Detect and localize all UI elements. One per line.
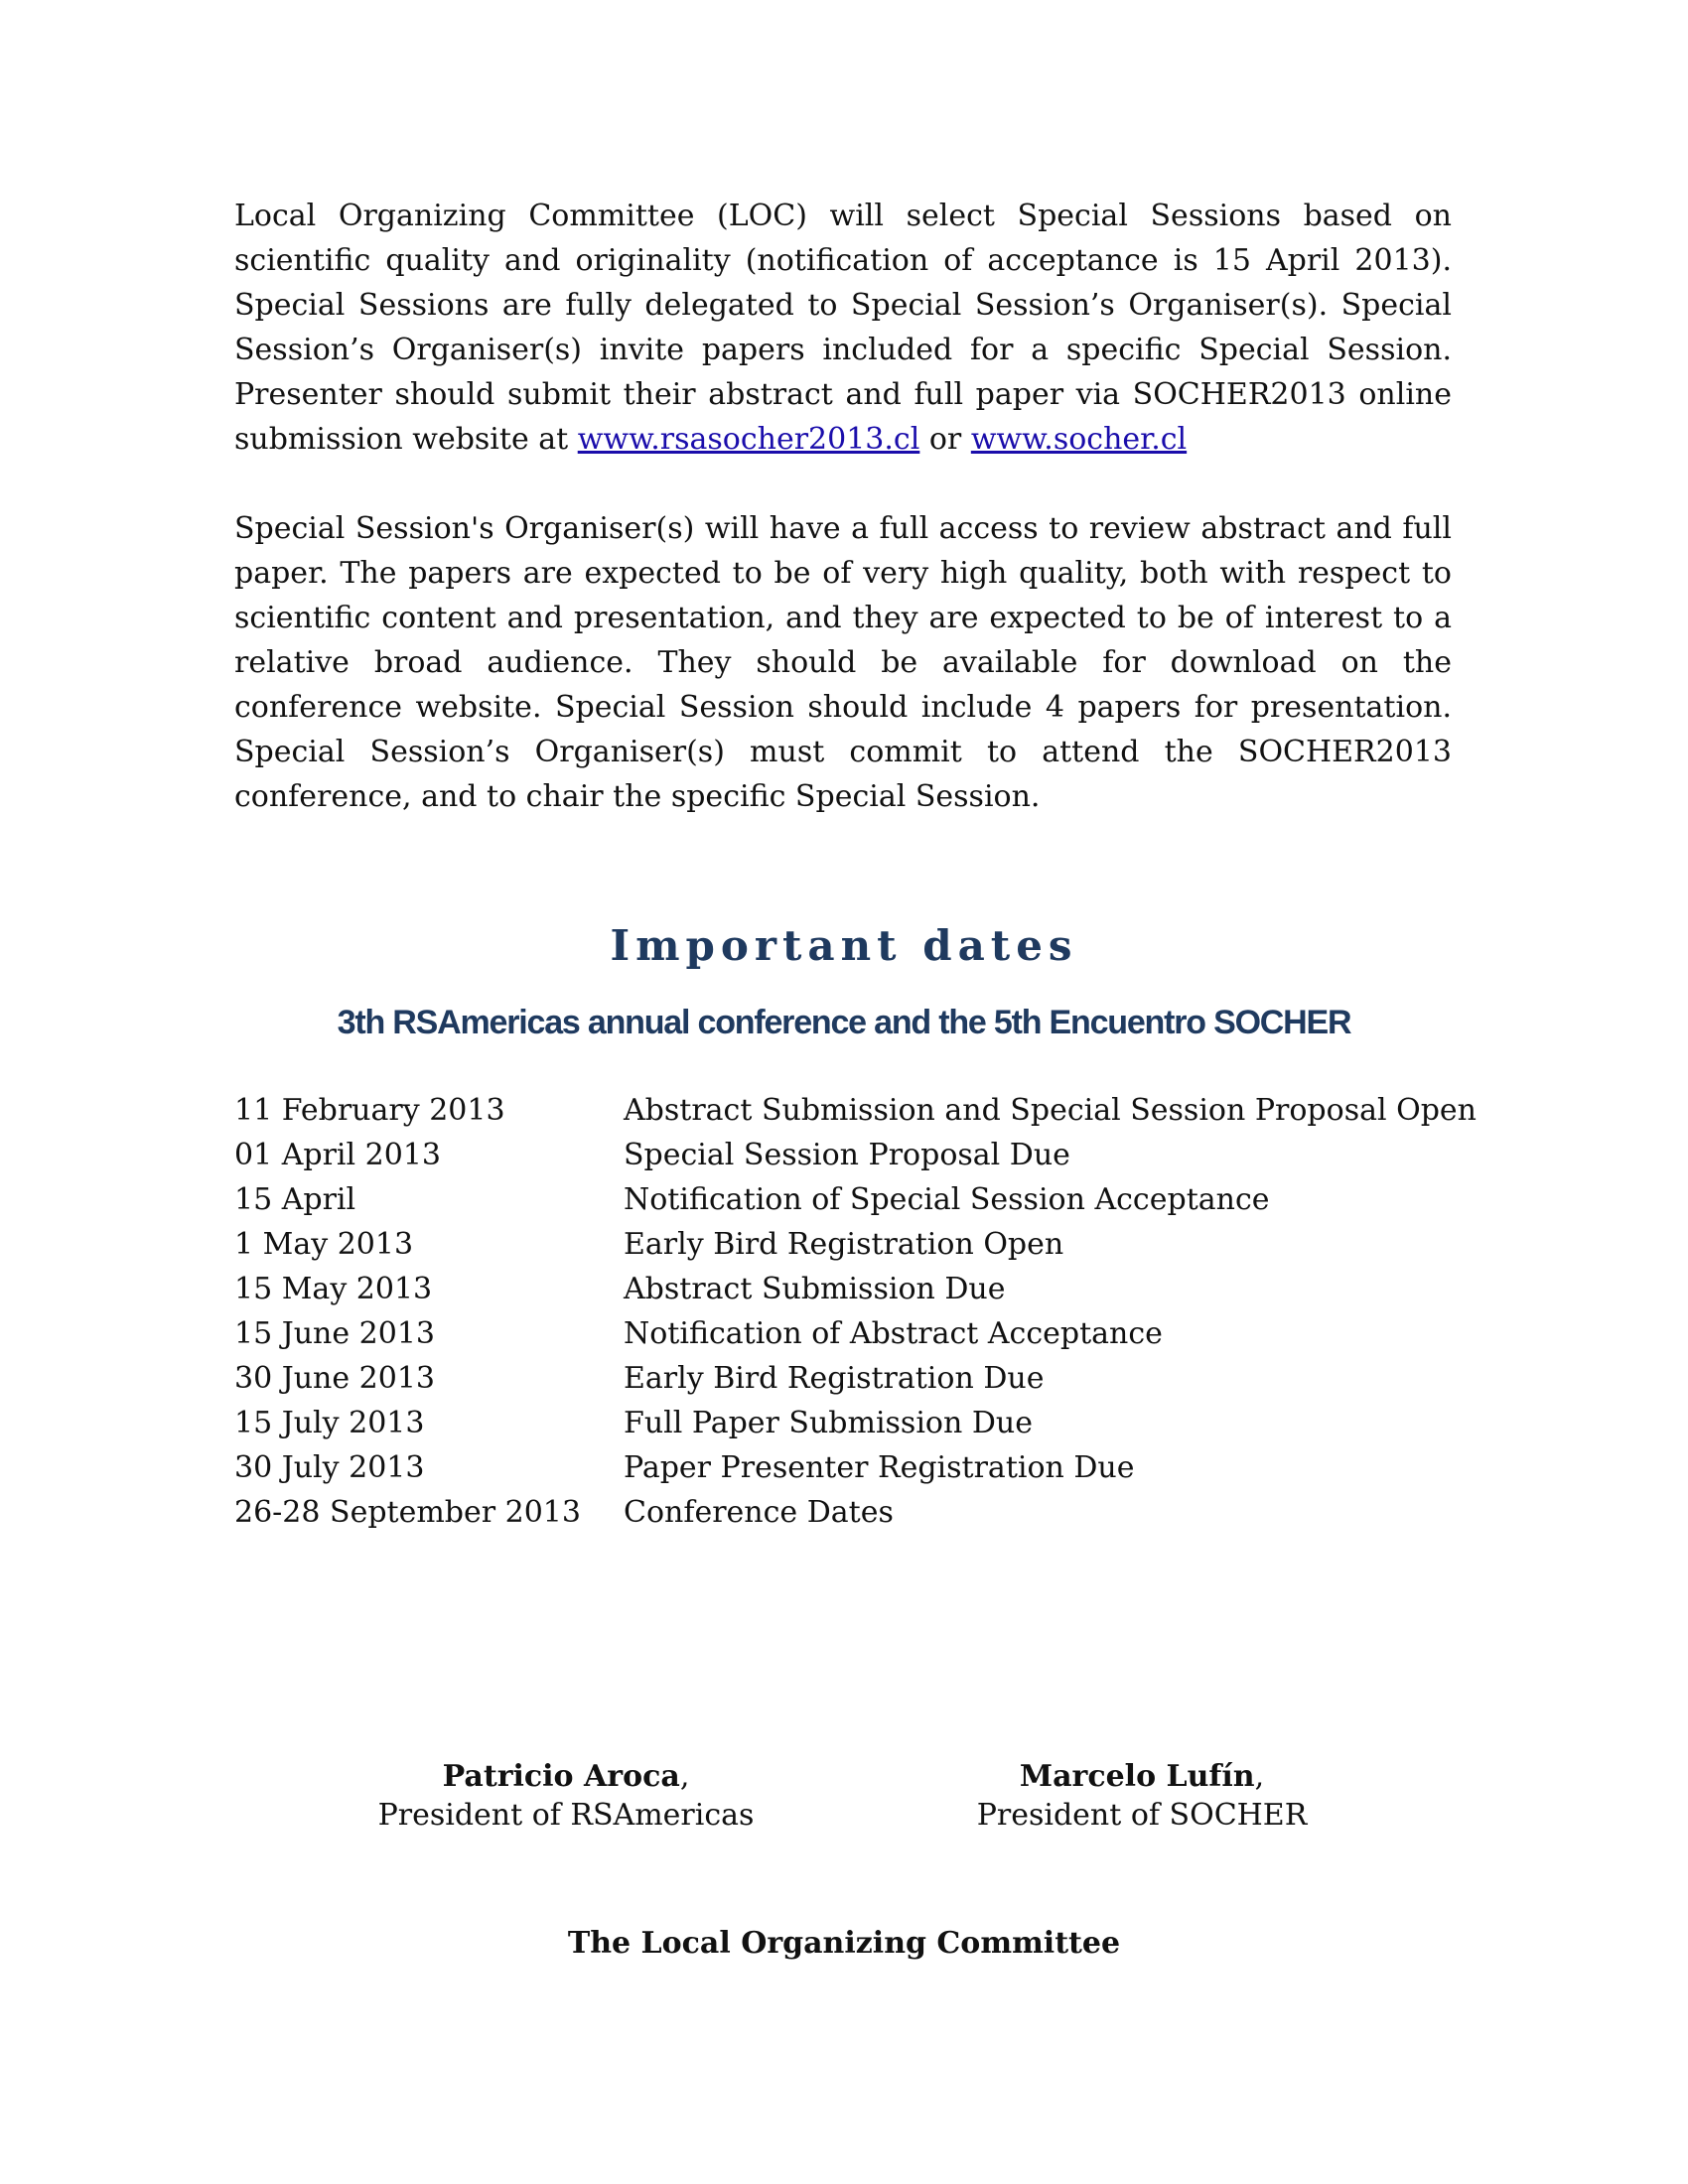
event-description: Special Session Proposal Due <box>624 1138 1070 1172</box>
event-description: Full Paper Submission Due <box>624 1406 1033 1440</box>
event-description: Notification of Abstract Acceptance <box>624 1316 1163 1351</box>
page-subtitle: 3th RSAmericas annual conference and the 5th Encuentro SOCHER <box>337 1004 1351 1041</box>
date-value: 26-28 September 2013 <box>234 1495 581 1530</box>
paragraph-1-connector: or <box>928 422 962 457</box>
date-row <box>234 1267 1525 1311</box>
date-value: 30 June 2013 <box>234 1361 436 1396</box>
signature-rsamericas <box>288 1757 844 1835</box>
event-description: Notification of Special Session Acceptance <box>624 1182 1270 1217</box>
date-row <box>234 1356 1525 1401</box>
date-value: 15 April <box>234 1182 356 1217</box>
date-row <box>234 1401 1525 1445</box>
date-value: 1 May 2013 <box>234 1227 414 1262</box>
date-row <box>234 1311 1525 1356</box>
date-row <box>234 1222 1525 1267</box>
date-row <box>234 1445 1525 1490</box>
link-socher[interactable]: www.socher.cl <box>970 422 1188 457</box>
paragraph-organiser-duties <box>234 506 1452 819</box>
date-value: 01 April 2013 <box>234 1138 441 1172</box>
signature-socher <box>864 1757 1420 1835</box>
signatory-separator: , <box>679 1759 690 1794</box>
date-row <box>234 1177 1525 1222</box>
signatory-name: Patricio Aroca <box>442 1759 680 1794</box>
event-description: Early Bird Registration Due <box>624 1361 1045 1396</box>
date-row <box>234 1133 1525 1177</box>
event-description: Abstract Submission and Special Session Proposal Open <box>624 1093 1477 1128</box>
paragraph-1-text: Local Organizing Committee (LOC) will select Special Sessions based on scientific quality and originality (notification of acceptance is 15 April 2013). Special Sessions are fully delegated to Special Session’s Organiser(s). Special Session’s Organiser(s) invite papers included for a specific Special Session. Presenter should submit their abstract and full paper via SOCHER2013 online submission website at <box>234 199 1452 457</box>
date-value: 15 May 2013 <box>234 1272 433 1306</box>
signatory-role: President of RSAmericas <box>377 1798 755 1833</box>
date-row <box>234 1088 1525 1133</box>
signatory-name: Marcelo Lufín <box>1019 1759 1255 1794</box>
event-description: Abstract Submission Due <box>624 1272 1006 1306</box>
paragraph-special-sessions <box>234 194 1452 462</box>
event-description: Paper Presenter Registration Due <box>624 1450 1135 1485</box>
event-description: Conference Dates <box>624 1495 894 1530</box>
date-value: 15 June 2013 <box>234 1316 436 1351</box>
signatory-role: President of SOCHER <box>976 1798 1308 1833</box>
date-value: 30 July 2013 <box>234 1450 425 1485</box>
link-rsasocher2013[interactable]: www.rsasocher2013.cl <box>577 422 920 457</box>
important-dates-list <box>234 1088 1525 1535</box>
date-value: 15 July 2013 <box>234 1406 425 1440</box>
paragraph-2-text: Special Session's Organiser(s) will have a full access to review abstract and full paper. The papers are expected to be of very high quality, both with respect to scientific content and presentation, and they are expected to be of interest to a relative broad audience. They should be available for download on the conference website. Special Session should include 4 papers for presentation. Special Session’s Organiser(s) must commit to attend the SOCHER2013 conference, and to chair the specific Special Session. <box>234 511 1452 814</box>
date-row <box>234 1490 1525 1535</box>
signatory-separator: , <box>1254 1759 1265 1794</box>
date-value: 11 February 2013 <box>234 1093 505 1128</box>
committee-signoff: The Local Organizing Committee <box>567 1926 1121 1961</box>
event-description: Early Bird Registration Open <box>624 1227 1064 1262</box>
page-title: Important dates <box>610 921 1078 970</box>
